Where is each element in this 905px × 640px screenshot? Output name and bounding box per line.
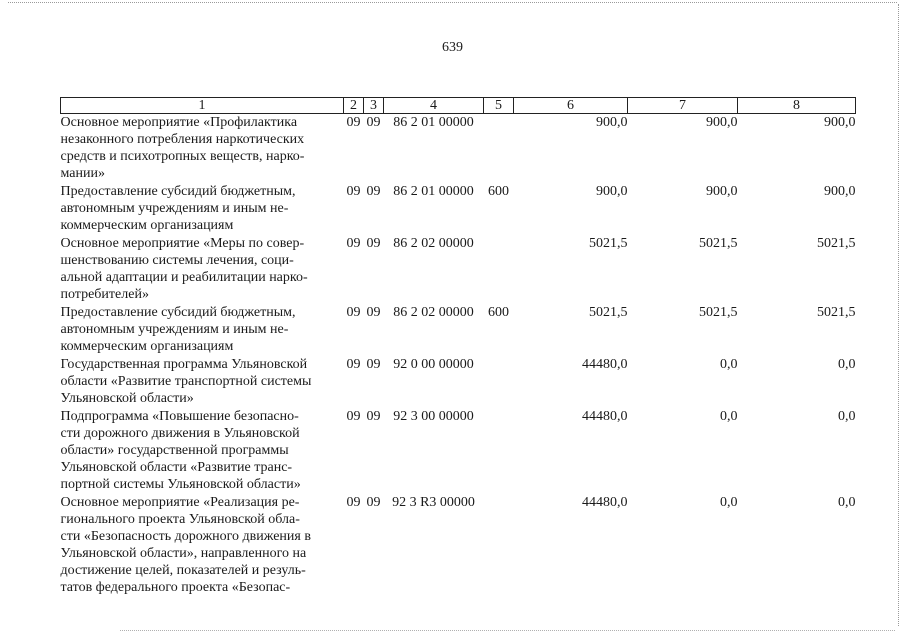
header-row <box>61 98 856 114</box>
row-subsection: 09 <box>366 184 381 199</box>
row-name: Основное мероприятие «Профилактика незаконного потребления наркотических средств и психотропных веществ, нарко- мании» <box>60 115 305 181</box>
row-value-6: 900,0 <box>596 115 628 130</box>
row-target-article: 86 2 02 00000 <box>393 236 474 251</box>
row-value-6: 44480,0 <box>582 357 628 372</box>
table-row <box>61 183 856 235</box>
row-section: 09 <box>346 409 361 424</box>
row-value-8: 5021,5 <box>817 236 856 251</box>
row-name: Государственная программа Ульяновской области «Развитие транспортной системы Ульяновской области» <box>60 357 312 406</box>
row-value-7: 900,0 <box>706 115 738 130</box>
row-value-6: 44480,0 <box>582 495 628 510</box>
row-subsection: 09 <box>366 305 381 320</box>
table-row <box>61 408 856 494</box>
row-expense-type: 600 <box>488 305 509 320</box>
row-value-8: 900,0 <box>824 184 856 199</box>
row-value-7: 0,0 <box>720 357 738 372</box>
scan-edge-top <box>8 2 897 4</box>
col-header-1: 1 <box>61 98 344 114</box>
col-header-5: 5 <box>484 98 514 114</box>
row-expense-type <box>484 494 514 597</box>
row-section: 09 <box>346 115 361 130</box>
col-header-8: 8 <box>738 98 856 114</box>
row-target-article: 92 0 00 00000 <box>393 357 474 372</box>
row-section: 09 <box>346 357 361 372</box>
row-value-7: 5021,5 <box>699 305 738 320</box>
row-value-8: 0,0 <box>838 495 856 510</box>
row-section: 09 <box>346 495 361 510</box>
row-subsection: 09 <box>366 115 381 130</box>
row-expense-type <box>484 356 514 408</box>
row-value-7: 5021,5 <box>699 236 738 251</box>
col-header-2: 2 <box>344 98 364 114</box>
row-target-article: 92 3 R3 00000 <box>392 495 475 510</box>
scan-edge-bottom <box>120 630 895 632</box>
scan-edge-right <box>897 4 899 626</box>
row-target-article: 86 2 01 00000 <box>393 184 474 199</box>
row-subsection: 09 <box>366 357 381 372</box>
row-subsection: 09 <box>366 409 381 424</box>
table-row <box>61 235 856 304</box>
row-value-8: 900,0 <box>824 115 856 130</box>
row-name: Предоставление субсидий бюджетным, автономным учреждениям и иным не- коммерческим организациям <box>60 305 296 354</box>
row-name: Подпрограмма «Повышение безопасно- сти дорожного движения в Ульяновской области» государственной программы Ульяновской области «Развитие транс- портной системы Ульяновской области» <box>60 409 301 492</box>
table-row <box>61 356 856 408</box>
row-expense-type <box>484 114 514 184</box>
row-section: 09 <box>346 184 361 199</box>
row-expense-type <box>484 408 514 494</box>
row-value-6: 5021,5 <box>589 236 628 251</box>
budget-table <box>60 97 856 597</box>
col-header-6: 6 <box>514 98 628 114</box>
row-name: Предоставление субсидий бюджетным, автономным учреждениям и иным не- коммерческим организациям <box>60 184 296 233</box>
row-value-6: 5021,5 <box>589 305 628 320</box>
row-section: 09 <box>346 236 361 251</box>
table-row <box>61 494 856 597</box>
row-value-7: 0,0 <box>720 495 738 510</box>
table-row <box>61 114 856 184</box>
row-name: Основное мероприятие «Реализация ре- гионального проекта Ульяновской обла- сти «Безопасность дорожного движения в Ульяновской области», направленного на достижение целей, показателей и резуль- татов федерального проекта «Безопас- <box>60 495 311 595</box>
row-value-8: 0,0 <box>838 409 856 424</box>
row-value-8: 5021,5 <box>817 305 856 320</box>
table-row <box>61 304 856 356</box>
row-target-article: 86 2 01 00000 <box>393 115 474 130</box>
page-number: 639 <box>442 40 463 55</box>
row-subsection: 09 <box>366 236 381 251</box>
row-value-7: 0,0 <box>720 409 738 424</box>
row-section: 09 <box>346 305 361 320</box>
row-expense-type <box>484 235 514 304</box>
row-name: Основное мероприятие «Меры по совер- шенствованию системы лечения, соци- альной адаптации и реабилитации нарко- потребителей» <box>60 236 308 302</box>
row-subsection: 09 <box>366 495 381 510</box>
col-header-7: 7 <box>628 98 738 114</box>
row-target-article: 92 3 00 00000 <box>393 409 474 424</box>
row-target-article: 86 2 02 00000 <box>393 305 474 320</box>
row-expense-type: 600 <box>488 184 509 199</box>
row-value-8: 0,0 <box>838 357 856 372</box>
row-value-6: 900,0 <box>596 184 628 199</box>
row-value-7: 900,0 <box>706 184 738 199</box>
col-header-3: 3 <box>364 98 384 114</box>
row-value-6: 44480,0 <box>582 409 628 424</box>
col-header-4: 4 <box>384 98 484 114</box>
